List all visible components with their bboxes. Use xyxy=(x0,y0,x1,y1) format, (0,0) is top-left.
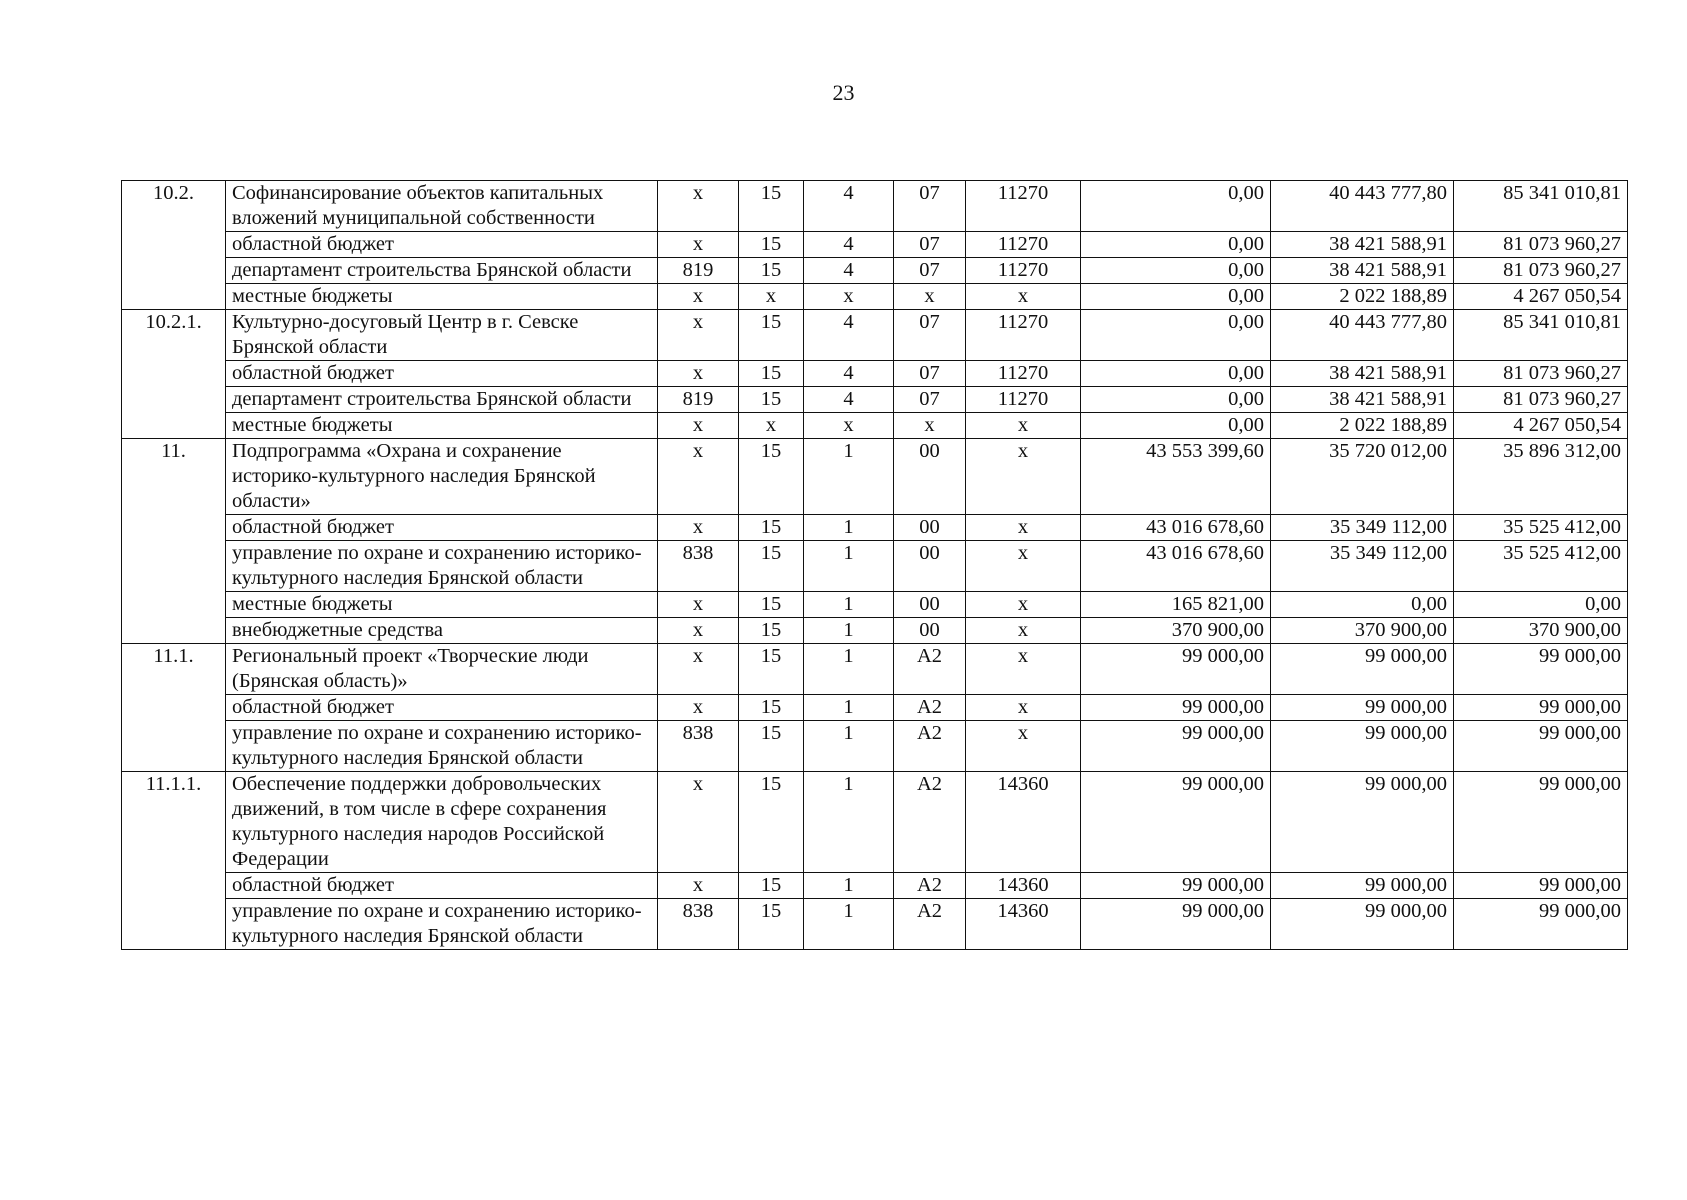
column-amount-year-3: 99 000,00 xyxy=(1454,644,1628,695)
column-code-subprogram: 1 xyxy=(804,695,894,721)
column-code-event: 07 xyxy=(894,387,966,413)
column-code-program: 15 xyxy=(739,873,804,899)
column-code-subprogram: 1 xyxy=(804,644,894,695)
column-code-program: x xyxy=(739,284,804,310)
column-code-program: 15 xyxy=(739,541,804,592)
column-amount-year-3: 81 073 960,27 xyxy=(1454,387,1628,413)
item-name: местные бюджеты xyxy=(226,413,658,439)
column-amount-year-1: 43 016 678,60 xyxy=(1081,541,1271,592)
budget-table xyxy=(121,180,1628,950)
column-amount-year-3: 85 341 010,81 xyxy=(1454,310,1628,361)
column-amount-year-3: 81 073 960,27 xyxy=(1454,258,1628,284)
item-name: Софинансирование объектов капитальных вложений муниципальной собственности xyxy=(226,181,658,232)
column-code-grbs: 819 xyxy=(658,387,739,413)
column-code-subprogram: 4 xyxy=(804,181,894,232)
table-row xyxy=(122,284,1628,310)
column-code-subprogram: 4 xyxy=(804,310,894,361)
table-row xyxy=(122,258,1628,284)
column-code-grbs: x xyxy=(658,618,739,644)
column-amount-year-3: 81 073 960,27 xyxy=(1454,361,1628,387)
column-code-direction: 11270 xyxy=(966,361,1081,387)
column-code-event: A2 xyxy=(894,721,966,772)
table-row xyxy=(122,873,1628,899)
column-amount-year-1: 43 016 678,60 xyxy=(1081,515,1271,541)
column-code-grbs: x xyxy=(658,515,739,541)
column-code-grbs: 838 xyxy=(658,899,739,950)
item-number: 10.2.1. xyxy=(122,310,226,439)
column-amount-year-2: 99 000,00 xyxy=(1271,695,1454,721)
column-code-direction: x xyxy=(966,515,1081,541)
item-name: областной бюджет xyxy=(226,873,658,899)
item-name: Подпрограмма «Охрана и сохранение историко-культурного наследия Брянской области» xyxy=(226,439,658,515)
column-amount-year-1: 0,00 xyxy=(1081,258,1271,284)
column-amount-year-3: 99 000,00 xyxy=(1454,772,1628,873)
column-code-program: 15 xyxy=(739,232,804,258)
item-name: управление по охране и сохранению историко-культурного наследия Брянской области xyxy=(226,899,658,950)
column-amount-year-2: 370 900,00 xyxy=(1271,618,1454,644)
column-code-program: 15 xyxy=(739,515,804,541)
item-name: областной бюджет xyxy=(226,515,658,541)
column-code-grbs: x xyxy=(658,232,739,258)
column-code-subprogram: x xyxy=(804,284,894,310)
column-code-grbs: x xyxy=(658,873,739,899)
column-code-event: 00 xyxy=(894,541,966,592)
column-code-grbs: x xyxy=(658,592,739,618)
item-name: областной бюджет xyxy=(226,361,658,387)
column-code-direction: 11270 xyxy=(966,258,1081,284)
column-code-grbs: x xyxy=(658,772,739,873)
column-amount-year-2: 38 421 588,91 xyxy=(1271,232,1454,258)
column-code-subprogram: 1 xyxy=(804,439,894,515)
column-code-direction: x xyxy=(966,284,1081,310)
column-code-program: x xyxy=(739,413,804,439)
column-code-direction: x xyxy=(966,541,1081,592)
item-name: областной бюджет xyxy=(226,695,658,721)
column-amount-year-3: 85 341 010,81 xyxy=(1454,181,1628,232)
column-code-event: x xyxy=(894,413,966,439)
item-name: Региональный проект «Творческие люди (Брянская область)» xyxy=(226,644,658,695)
column-code-event: A2 xyxy=(894,644,966,695)
column-code-direction: 14360 xyxy=(966,772,1081,873)
column-amount-year-2: 99 000,00 xyxy=(1271,873,1454,899)
column-code-direction: 14360 xyxy=(966,873,1081,899)
column-code-direction: x xyxy=(966,695,1081,721)
table-row xyxy=(122,232,1628,258)
column-code-subprogram: 1 xyxy=(804,515,894,541)
column-code-event: x xyxy=(894,284,966,310)
column-code-event: A2 xyxy=(894,772,966,873)
table-row xyxy=(122,721,1628,772)
column-code-event: 07 xyxy=(894,361,966,387)
column-code-program: 15 xyxy=(739,618,804,644)
column-amount-year-3: 0,00 xyxy=(1454,592,1628,618)
column-code-event: 07 xyxy=(894,232,966,258)
table-row xyxy=(122,592,1628,618)
column-amount-year-1: 0,00 xyxy=(1081,361,1271,387)
column-amount-year-1: 99 000,00 xyxy=(1081,644,1271,695)
column-amount-year-1: 99 000,00 xyxy=(1081,873,1271,899)
column-code-direction: x xyxy=(966,413,1081,439)
column-code-direction: 14360 xyxy=(966,899,1081,950)
column-code-grbs: 838 xyxy=(658,541,739,592)
column-code-direction: x xyxy=(966,592,1081,618)
table-row xyxy=(122,387,1628,413)
column-amount-year-3: 99 000,00 xyxy=(1454,695,1628,721)
column-code-subprogram: 1 xyxy=(804,873,894,899)
column-code-event: 07 xyxy=(894,310,966,361)
column-amount-year-2: 99 000,00 xyxy=(1271,772,1454,873)
column-code-subprogram: 4 xyxy=(804,387,894,413)
column-amount-year-1: 43 553 399,60 xyxy=(1081,439,1271,515)
column-amount-year-3: 99 000,00 xyxy=(1454,721,1628,772)
column-code-subprogram: 1 xyxy=(804,721,894,772)
item-number: 10.2. xyxy=(122,181,226,310)
column-amount-year-2: 0,00 xyxy=(1271,592,1454,618)
column-amount-year-1: 0,00 xyxy=(1081,310,1271,361)
table-body xyxy=(122,181,1628,950)
column-amount-year-1: 99 000,00 xyxy=(1081,695,1271,721)
column-code-program: 15 xyxy=(739,439,804,515)
column-amount-year-2: 40 443 777,80 xyxy=(1271,181,1454,232)
item-name: местные бюджеты xyxy=(226,592,658,618)
column-code-event: 07 xyxy=(894,181,966,232)
item-name: областной бюджет xyxy=(226,232,658,258)
column-code-grbs: x xyxy=(658,284,739,310)
table-row xyxy=(122,899,1628,950)
column-amount-year-1: 0,00 xyxy=(1081,284,1271,310)
item-name: местные бюджеты xyxy=(226,284,658,310)
column-code-program: 15 xyxy=(739,772,804,873)
column-amount-year-3: 35 525 412,00 xyxy=(1454,541,1628,592)
column-amount-year-3: 4 267 050,54 xyxy=(1454,284,1628,310)
column-code-program: 15 xyxy=(739,258,804,284)
column-code-direction: 11270 xyxy=(966,387,1081,413)
column-amount-year-2: 38 421 588,91 xyxy=(1271,361,1454,387)
column-code-program: 15 xyxy=(739,181,804,232)
table-row xyxy=(122,772,1628,873)
column-code-grbs: x xyxy=(658,695,739,721)
column-amount-year-2: 2 022 188,89 xyxy=(1271,413,1454,439)
column-amount-year-1: 0,00 xyxy=(1081,387,1271,413)
column-amount-year-3: 35 525 412,00 xyxy=(1454,515,1628,541)
column-code-grbs: x xyxy=(658,310,739,361)
column-code-event: A2 xyxy=(894,695,966,721)
table-row xyxy=(122,361,1628,387)
table-row xyxy=(122,541,1628,592)
column-code-program: 15 xyxy=(739,592,804,618)
item-name: департамент строительства Брянской области xyxy=(226,387,658,413)
column-amount-year-2: 99 000,00 xyxy=(1271,721,1454,772)
page-number: 23 xyxy=(832,80,855,105)
column-amount-year-2: 2 022 188,89 xyxy=(1271,284,1454,310)
column-amount-year-3: 81 073 960,27 xyxy=(1454,232,1628,258)
column-code-direction: 11270 xyxy=(966,310,1081,361)
column-code-program: 15 xyxy=(739,644,804,695)
column-code-event: 07 xyxy=(894,258,966,284)
column-code-grbs: 838 xyxy=(658,721,739,772)
item-name: управление по охране и сохранению историко-культурного наследия Брянской области xyxy=(226,541,658,592)
column-amount-year-3: 99 000,00 xyxy=(1454,873,1628,899)
table-row xyxy=(122,695,1628,721)
column-amount-year-2: 35 349 112,00 xyxy=(1271,541,1454,592)
item-number: 11. xyxy=(122,439,226,644)
column-code-subprogram: 1 xyxy=(804,541,894,592)
column-code-event: 00 xyxy=(894,618,966,644)
column-code-event: 00 xyxy=(894,515,966,541)
item-number: 11.1.1. xyxy=(122,772,226,950)
column-code-event: A2 xyxy=(894,873,966,899)
column-code-subprogram: 1 xyxy=(804,618,894,644)
column-amount-year-3: 35 896 312,00 xyxy=(1454,439,1628,515)
column-code-direction: x xyxy=(966,439,1081,515)
column-amount-year-1: 99 000,00 xyxy=(1081,899,1271,950)
column-amount-year-2: 99 000,00 xyxy=(1271,644,1454,695)
column-amount-year-1: 99 000,00 xyxy=(1081,721,1271,772)
column-amount-year-1: 0,00 xyxy=(1081,181,1271,232)
table-row xyxy=(122,310,1628,361)
column-code-program: 15 xyxy=(739,721,804,772)
column-amount-year-1: 0,00 xyxy=(1081,232,1271,258)
table-row xyxy=(122,439,1628,515)
item-name: Обеспечение поддержки добровольческих движений, в том числе в сфере сохранения культурного наследия народов Российской Федерации xyxy=(226,772,658,873)
column-code-direction: x xyxy=(966,644,1081,695)
column-code-program: 15 xyxy=(739,361,804,387)
column-code-grbs: x xyxy=(658,181,739,232)
column-code-direction: 11270 xyxy=(966,181,1081,232)
column-code-subprogram: 4 xyxy=(804,361,894,387)
column-code-subprogram: 1 xyxy=(804,772,894,873)
column-amount-year-3: 370 900,00 xyxy=(1454,618,1628,644)
column-amount-year-3: 4 267 050,54 xyxy=(1454,413,1628,439)
column-amount-year-3: 99 000,00 xyxy=(1454,899,1628,950)
column-code-event: A2 xyxy=(894,899,966,950)
column-amount-year-1: 370 900,00 xyxy=(1081,618,1271,644)
table-row xyxy=(122,644,1628,695)
item-name: управление по охране и сохранению историко-культурного наследия Брянской области xyxy=(226,721,658,772)
column-code-program: 15 xyxy=(739,310,804,361)
column-code-grbs: x xyxy=(658,439,739,515)
column-code-direction: x xyxy=(966,618,1081,644)
column-amount-year-2: 35 720 012,00 xyxy=(1271,439,1454,515)
column-code-program: 15 xyxy=(739,695,804,721)
column-code-event: 00 xyxy=(894,592,966,618)
column-amount-year-2: 99 000,00 xyxy=(1271,899,1454,950)
item-name: департамент строительства Брянской области xyxy=(226,258,658,284)
column-amount-year-2: 35 349 112,00 xyxy=(1271,515,1454,541)
column-code-grbs: x xyxy=(658,644,739,695)
column-amount-year-2: 40 443 777,80 xyxy=(1271,310,1454,361)
column-amount-year-1: 165 821,00 xyxy=(1081,592,1271,618)
column-amount-year-2: 38 421 588,91 xyxy=(1271,387,1454,413)
column-code-program: 15 xyxy=(739,387,804,413)
item-name: Культурно-досуговый Центр в г. Севске Брянской области xyxy=(226,310,658,361)
column-code-subprogram: 1 xyxy=(804,899,894,950)
table-row xyxy=(122,515,1628,541)
table-row xyxy=(122,413,1628,439)
column-code-event: 00 xyxy=(894,439,966,515)
column-code-grbs: x xyxy=(658,413,739,439)
table-row xyxy=(122,181,1628,232)
item-number: 11.1. xyxy=(122,644,226,772)
column-amount-year-1: 99 000,00 xyxy=(1081,772,1271,873)
column-amount-year-1: 0,00 xyxy=(1081,413,1271,439)
column-code-direction: x xyxy=(966,721,1081,772)
column-code-grbs: 819 xyxy=(658,258,739,284)
column-code-grbs: x xyxy=(658,361,739,387)
table-row xyxy=(122,618,1628,644)
column-code-program: 15 xyxy=(739,899,804,950)
column-code-subprogram: 1 xyxy=(804,592,894,618)
column-code-subprogram: x xyxy=(804,413,894,439)
column-code-subprogram: 4 xyxy=(804,232,894,258)
column-code-direction: 11270 xyxy=(966,232,1081,258)
column-code-subprogram: 4 xyxy=(804,258,894,284)
column-amount-year-2: 38 421 588,91 xyxy=(1271,258,1454,284)
item-name: внебюджетные средства xyxy=(226,618,658,644)
